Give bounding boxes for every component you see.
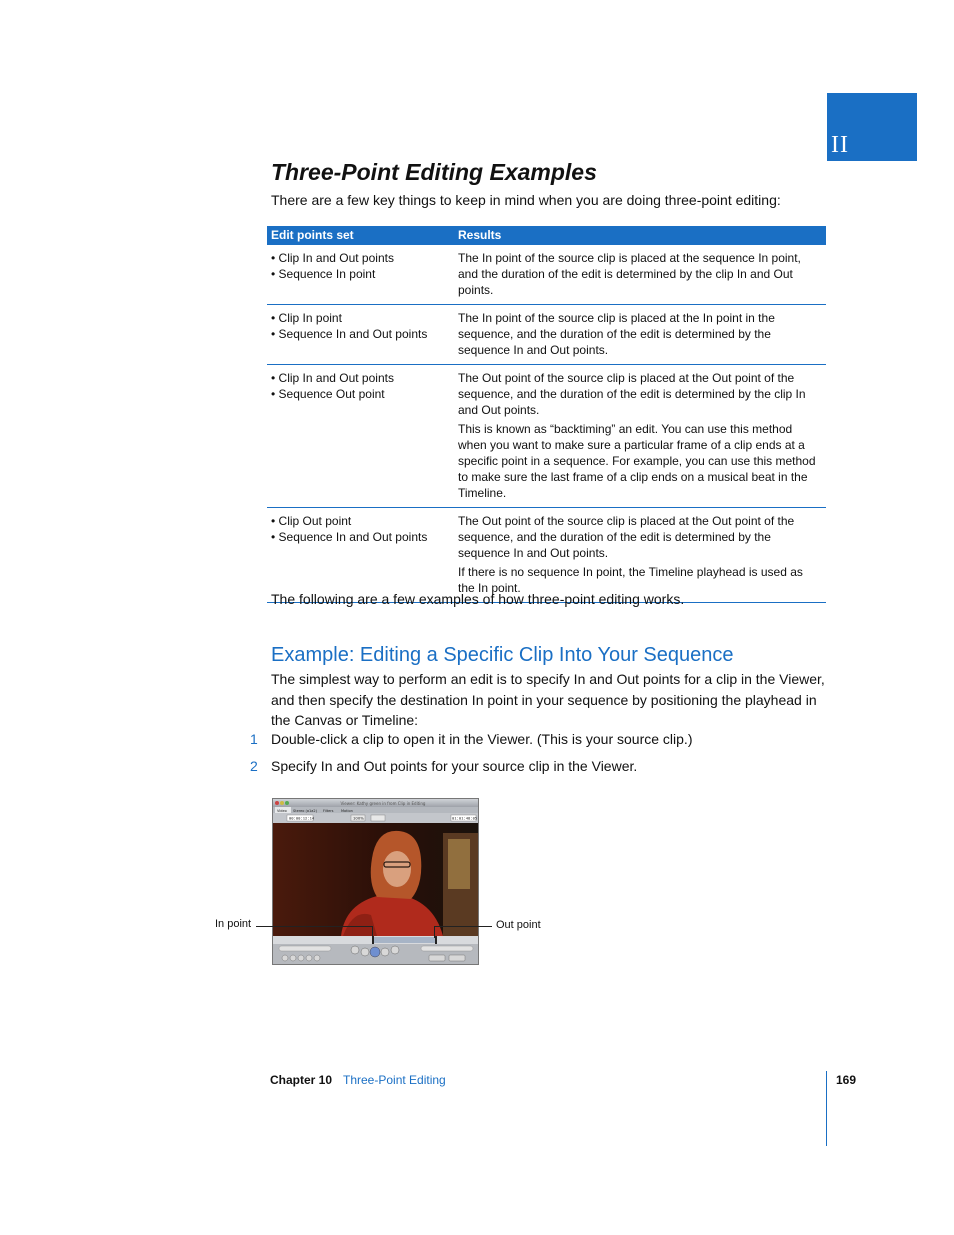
footer-divider bbox=[826, 1071, 827, 1146]
out-point-leader-line bbox=[434, 926, 492, 927]
part-number: II bbox=[831, 132, 849, 158]
bullet-item: • Clip In and Out points bbox=[271, 251, 394, 265]
tab-filters-label: Filters bbox=[323, 809, 334, 813]
match-frame-icon bbox=[314, 955, 320, 961]
tab-motion-label: Motion bbox=[341, 809, 353, 813]
results-cell bbox=[454, 245, 826, 305]
background-window bbox=[448, 839, 470, 889]
person-face bbox=[383, 851, 411, 887]
table-row bbox=[267, 305, 826, 365]
timecode-right: 01:01:48:05 bbox=[452, 815, 478, 821]
in-out-range bbox=[372, 937, 436, 943]
in-point-leader-line bbox=[256, 926, 372, 927]
window-title: Viewer: Kathy green in from Clip in Editing bbox=[340, 801, 426, 806]
example-body: The simplest way to perform an edit is to specify In and Out points for a clip in the Viewer, and then specify the destination In point in your sequence by positioning the playhead in the Canvas or Timeline: bbox=[271, 671, 825, 728]
viewer-window-graphic bbox=[273, 799, 478, 964]
step-number: 2 bbox=[250, 758, 258, 774]
result-text: The Out point of the source clip is placed at the Out point of the sequence, and the duration of the edit is determined by the clip In and Out points. bbox=[458, 371, 806, 417]
table-row bbox=[267, 245, 826, 305]
result-text: The In point of the source clip is placed at the In point in the sequence, and the duration of the edit is determined by the sequence In and Out points. bbox=[458, 311, 775, 357]
footer-chapter: Chapter 10 bbox=[270, 1073, 333, 1087]
tab-stereo-label: Stereo (a1a2) bbox=[293, 809, 317, 813]
next-edit-icon bbox=[391, 946, 399, 954]
follow-paragraph: The following are a few examples of how three-point editing works. bbox=[271, 591, 685, 607]
bullet-item: • Clip Out point bbox=[271, 514, 352, 528]
edit-points-cell bbox=[267, 305, 454, 365]
table-row bbox=[267, 508, 826, 603]
results-cell bbox=[454, 305, 826, 365]
bullet-item: • Sequence Out point bbox=[271, 387, 385, 401]
play-around-icon bbox=[381, 948, 389, 956]
column-header-results: Results bbox=[454, 226, 826, 245]
column-header-edit-points: Edit points set bbox=[267, 226, 454, 245]
edit-points-cell bbox=[267, 245, 454, 305]
step-text: Double-click a clip to open it in the Viewer. (This is your source clip.) bbox=[271, 731, 693, 747]
out-point-leader-drop bbox=[434, 926, 435, 938]
zoom-icon bbox=[285, 801, 289, 805]
tab-video-label: Video bbox=[277, 809, 287, 813]
jog-control bbox=[421, 946, 473, 951]
timecode-left: 00:00:12:14 bbox=[289, 815, 315, 821]
previous-edit-icon bbox=[351, 946, 359, 954]
part-tab bbox=[827, 93, 917, 161]
in-point-label: In point bbox=[215, 918, 252, 930]
out-point-marker bbox=[435, 936, 437, 944]
intro-paragraph: There are a few key things to keep in mind when you are doing three-point editing: bbox=[271, 192, 781, 208]
bullet-item: • Sequence In and Out points bbox=[271, 327, 428, 341]
result-text: This is known as “backtiming” an edit. You can use this method when you want to make sure a particular frame of a clip ends at a specific point in a sequence. For example, you can use this method to make sure the last frame of a clip ends on a musical beat in the Timeline. bbox=[458, 422, 816, 500]
result-text: If there is no sequence In point, the Timeline playhead is used as the In point. bbox=[458, 565, 803, 595]
edit-points-table bbox=[267, 226, 826, 603]
bullet-item: • Clip In and Out points bbox=[271, 371, 394, 385]
bullet-item: • Sequence In point bbox=[271, 267, 376, 281]
view-field bbox=[371, 815, 385, 821]
recent-clips-button bbox=[429, 955, 445, 961]
step-text: Specify In and Out points for your source clip in the Viewer. bbox=[271, 758, 638, 774]
minimize-icon bbox=[280, 801, 284, 805]
mark-out-icon bbox=[290, 955, 296, 961]
viewer-screenshot bbox=[272, 798, 479, 965]
section-title: Three-Point Editing Examples bbox=[271, 159, 597, 185]
out-point-label: Out point bbox=[496, 919, 541, 931]
add-marker-icon bbox=[298, 955, 304, 961]
page-number: 169 bbox=[836, 1073, 857, 1087]
result-text: The In point of the source clip is placed at the sequence In point, and the duration of the edit is determined by the clip In and Out points. bbox=[458, 251, 801, 297]
edit-points-cell bbox=[267, 508, 454, 603]
mark-in-icon bbox=[282, 955, 288, 961]
step-1 bbox=[250, 731, 692, 747]
results-cell bbox=[454, 365, 826, 508]
shuttle-control bbox=[279, 946, 331, 951]
step-number: 1 bbox=[250, 731, 258, 747]
bullet-item: • Clip In point bbox=[271, 311, 342, 325]
table-header-row bbox=[267, 226, 826, 245]
result-text: The Out point of the source clip is placed at the Out point of the sequence, and the duration of the edit is determined by the sequence In and Out points. bbox=[458, 514, 795, 560]
footer-chapter-title: Three-Point Editing bbox=[343, 1073, 446, 1087]
bullet-item: • Sequence In and Out points bbox=[271, 530, 428, 544]
play-icon bbox=[370, 947, 380, 957]
edit-points-cell bbox=[267, 365, 454, 508]
play-in-out-icon bbox=[361, 948, 369, 956]
step-2 bbox=[250, 758, 637, 774]
close-icon bbox=[275, 801, 279, 805]
example-title: Example: Editing a Specific Clip Into Your Sequence bbox=[271, 644, 734, 666]
in-point-leader-drop bbox=[372, 926, 373, 938]
generator-button bbox=[449, 955, 465, 961]
add-keyframe-icon bbox=[306, 955, 312, 961]
results-cell bbox=[454, 508, 826, 603]
table-row bbox=[267, 365, 826, 508]
zoom-level: 100% bbox=[353, 815, 364, 821]
